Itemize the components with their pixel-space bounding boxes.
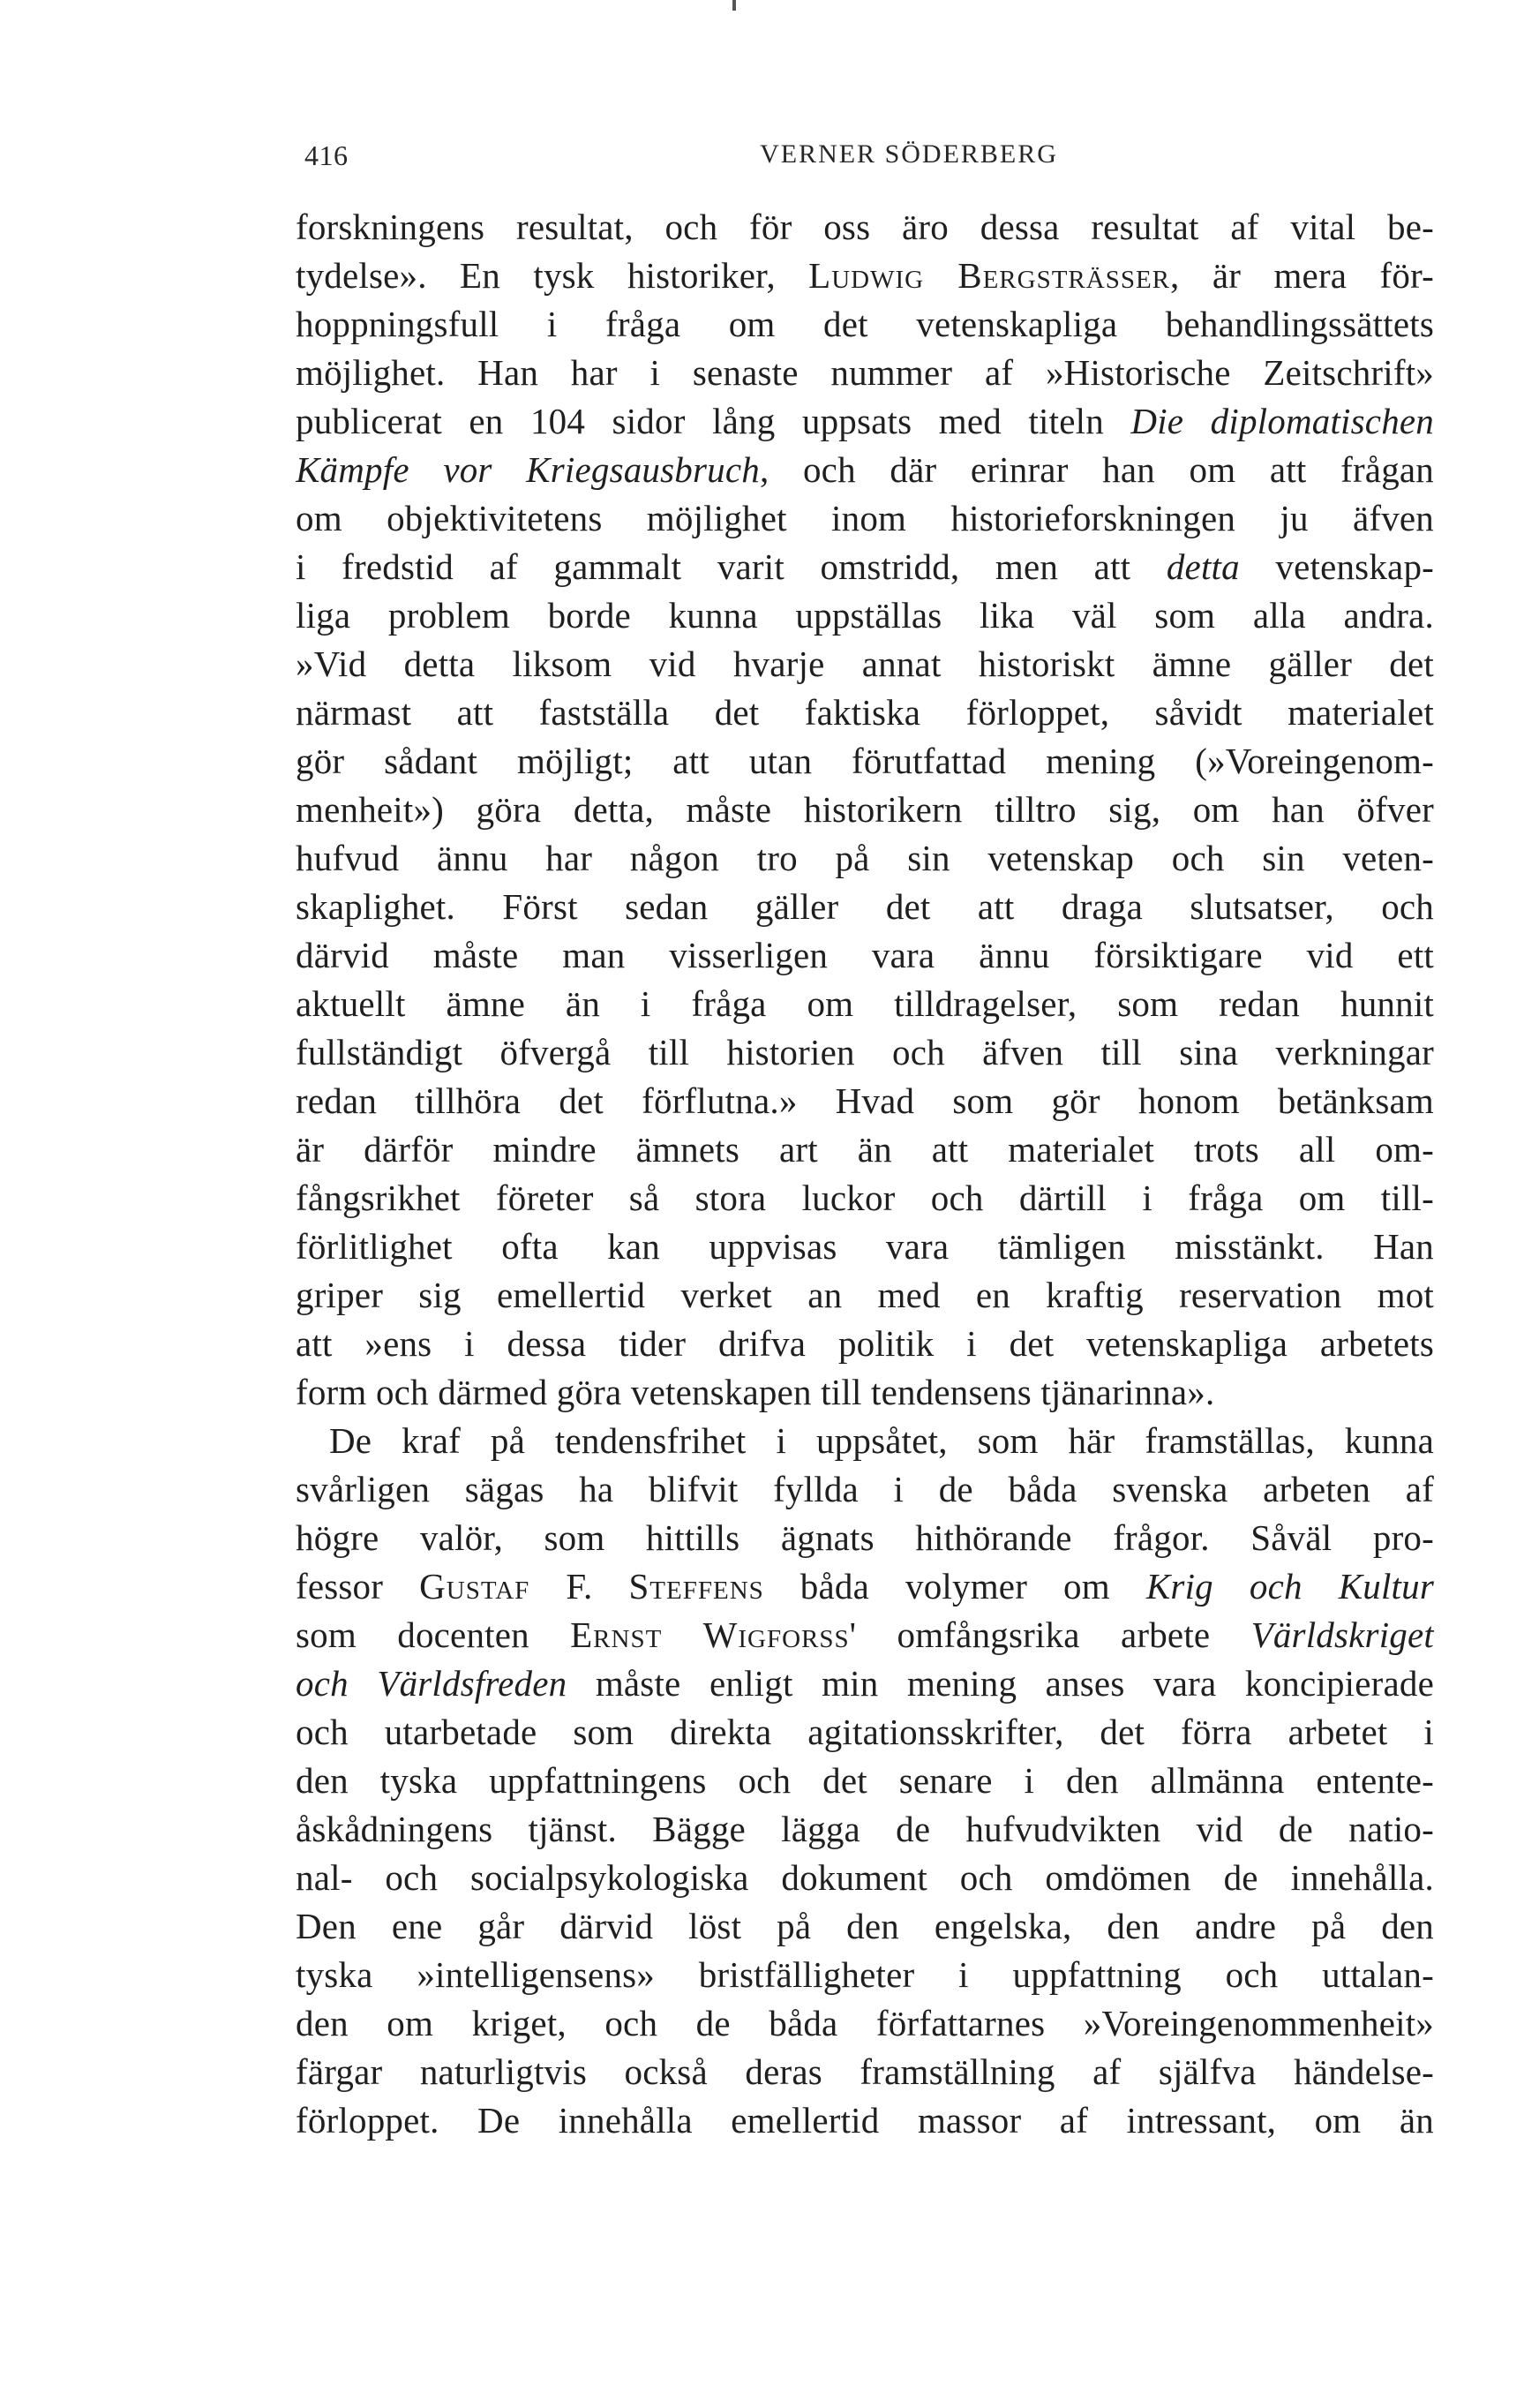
text-fragment: i fredstid af gammalt varit omstridd, men att: [296, 546, 1167, 587]
text-line: aktuellt ämne än i fråga om tilldragelser, som redan hunnit: [296, 983, 1434, 1024]
text-line: nal- och socialpsykologiska dokument och omdömen de innehålla.: [296, 1857, 1434, 1898]
text-fragment: publicerat en 104 sidor lång uppsats med titeln: [296, 401, 1131, 441]
text-line: svårligen sägas ha blifvit fyllda i de båda svenska arbeten af: [296, 1469, 1434, 1509]
text-line: möjlighet. Han har i senaste nummer af »Historische Zeitschrift»: [296, 352, 1434, 393]
emphasis: detta: [1166, 546, 1240, 587]
text-fragment: som docenten: [296, 1614, 571, 1655]
text-fragment: F.: [529, 1566, 629, 1607]
text-line: högre valör, som hittills ägnats hithörande frågor. Såväl pro-: [296, 1517, 1434, 1558]
text-line: forskningens resultat, och för oss äro dessa resultat af vital be-: [296, 207, 1434, 247]
text-line: att »ens i dessa tider drifva politik i det vetenskapliga arbetets: [296, 1323, 1434, 1364]
work-title: och Världsfreden: [296, 1663, 567, 1704]
person-name: Steffens: [628, 1566, 764, 1607]
text-fragment: , är mera för-: [1170, 255, 1434, 296]
text-fragment: båda volymer om: [763, 1566, 1146, 1607]
text-line: hoppningsfull i fråga om det vetenskapliga behandlingssättets: [296, 304, 1434, 344]
text-line: den om kriget, och de båda författarnes »Voreingenommenheit»: [296, 2003, 1434, 2043]
text-fragment: tydelse». En tysk historiker,: [296, 255, 809, 296]
text-line-with-title: [296, 446, 1434, 494]
text-fragment: , och där erinrar han om att frågan: [759, 449, 1434, 490]
text-line-with-title: [296, 397, 1434, 446]
person-name: Gustaf: [419, 1566, 530, 1607]
text-line: därvid måste man visserligen vara ännu försiktigare vid ett: [296, 935, 1434, 975]
text-fragment: måste enligt min mening anses vara koncipierade: [567, 1663, 1434, 1704]
text-line: hufvud ännu har någon tro på sin vetenskap och sin veten-: [296, 838, 1434, 878]
page-number: 416: [304, 139, 349, 171]
text-line: fullständigt öfvergå till historien och äfven till sina verkningar: [296, 1032, 1434, 1072]
work-title: Krig och Kultur: [1145, 1566, 1434, 1607]
text-line: färgar naturligtvis också deras framställning af själfva händelse-: [296, 2051, 1434, 2092]
text-fragment: ' omfångsrika arbete: [849, 1614, 1251, 1655]
text-line: Den ene går därvid löst på den engelska, den andre på den: [296, 1906, 1434, 1946]
work-title: Kämpfe vor Kriegsausbruch: [296, 449, 760, 490]
text-line: skaplighet. Först sedan gäller det att draga slutsatser, och: [296, 886, 1434, 927]
text-line-with-title: [296, 1659, 1434, 1708]
text-line: är därför mindre ämnets art än att materialet trots all om-: [296, 1129, 1434, 1170]
text-line: fångsrikhet företer så stora luckor och därtill i fråga om till-: [296, 1178, 1434, 1218]
text-line: menheit») göra detta, måste historikern tilltro sig, om han öfver: [296, 789, 1434, 830]
text-line: förlitlighet ofta kan uppvisas vara tämligen misstänkt. Han: [296, 1226, 1434, 1267]
text-line: om objektivitetens möjlighet inom historieforskningen ju äfven: [296, 498, 1434, 538]
text-line: liga problem borde kunna uppställas lika väl som alla andra.: [296, 595, 1434, 636]
body-text: [296, 203, 1434, 2145]
text-line-with-emphasis: [296, 543, 1434, 591]
text-fragment: fessor: [296, 1566, 420, 1607]
text-line: förloppet. De innehålla emellertid massor af intressant, om än: [296, 2100, 1434, 2141]
running-head: VERNER SÖDERBERG: [760, 139, 1058, 169]
text-line-with-name: [296, 252, 1434, 300]
page-header: [304, 139, 1443, 178]
text-line: redan tillhöra det förflutna.» Hvad som gör honom betänksam: [296, 1080, 1434, 1121]
text-line: tyska »intelligensens» bristfälligheter i uppfattning och uttalan-: [296, 1954, 1434, 1995]
text-line-with-name: [296, 1562, 1434, 1611]
text-line: gör sådant möjligt; att utan förutfattad mening (»Voreingenom-: [296, 741, 1434, 781]
text-line: och utarbetade som direkta agitationsskrifter, det förra arbetet i: [296, 1712, 1434, 1752]
person-name: Ernst Wigforss: [570, 1614, 850, 1655]
text-line: den tyska uppfattningens och det senare i den allmänna entente-: [296, 1760, 1434, 1801]
text-line: form och därmed göra vetenskapen till tendensens tjänarinna».: [296, 1372, 1215, 1412]
paragraph-start-line: De kraf på tendensfrihet i uppsåtet, som här framställas, kunna: [329, 1420, 1434, 1461]
text-line: åskådningens tjänst. Bägge lägga de hufvudvikten vid de natio-: [296, 1809, 1434, 1849]
scan-mark: [732, 0, 736, 11]
text-line: griper sig emellertid verket an med en kraftig reservation mot: [296, 1275, 1434, 1315]
text-fragment: vetenskap-: [1239, 546, 1434, 587]
work-title: Die diplomatischen: [1130, 401, 1434, 441]
text-line: närmast att fastställa det faktiska förloppet, såvidt materialet: [296, 692, 1434, 733]
work-title: Världskriget: [1250, 1614, 1434, 1655]
text-line: »Vid detta liksom vid hvarje annat historiskt ämne gäller det: [296, 643, 1434, 684]
text-line-with-name: [296, 1611, 1434, 1659]
person-name: Ludwig Bergsträsser: [808, 255, 1171, 296]
